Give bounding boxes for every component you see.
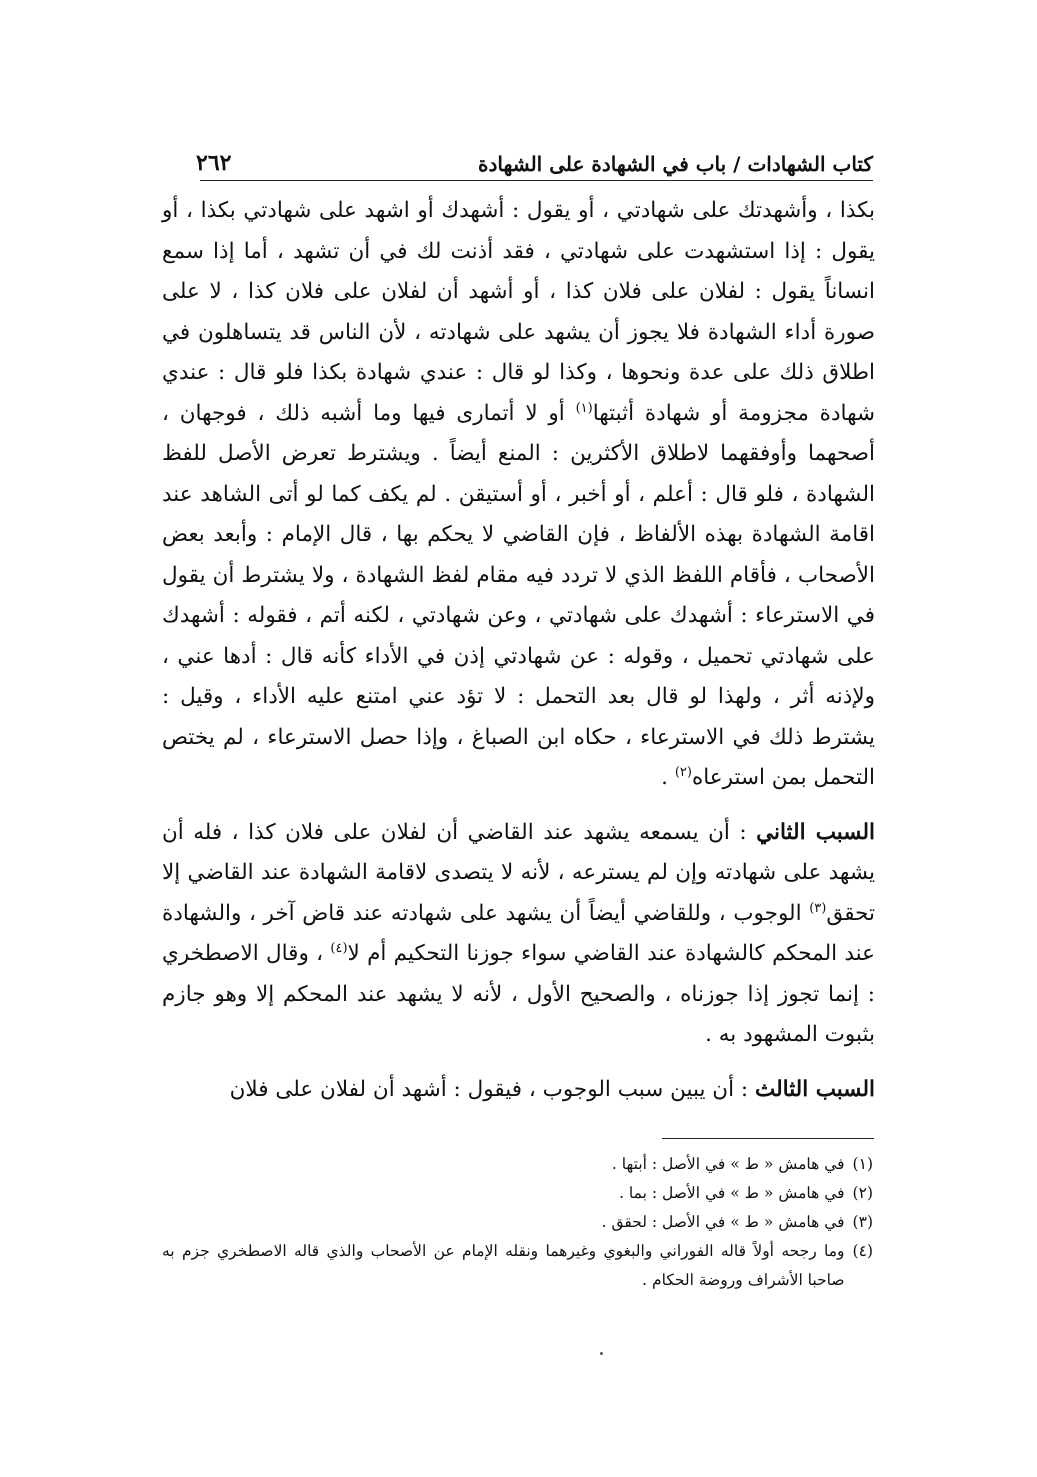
- paragraph-1-text-end: .: [661, 765, 675, 790]
- paragraph-3-text: : أن يبين سبب الوجوب ، فيقول : أشهد أن لفلان على فلان: [229, 1076, 755, 1102]
- footnote-text: وما رجحه أولاً قاله الفوراني والبغوي وغيرهما ونقله الإمام عن الأصحاب والذي قاله الاصطخري جزم به صاحبا الأشراف وروضة الحكام .: [162, 1242, 845, 1289]
- footnote-4: [162, 1237, 873, 1295]
- footnote-number: (٤): [852, 1242, 873, 1260]
- page-header: [196, 140, 873, 176]
- paragraph-1: [162, 191, 875, 799]
- paragraph-1-text-b: أو لا أتمارى فيها وما أشبه ذلك ، فوجهان ، أصحهما وأوفقهما لاطلاق الأكثرين : المنع أيضاً . ويشترط تعرض الأصل للفظ الشهادة ، فلو قال : أعلم ، أو أخبر ، أو أستيقن . لم يكف كما لو أتى الشاهد عند اقامة الشهادة بهذه الألفاظ ، فإن القاضي لا يحكم بها ، قال الإمام : وأبعد بعض الأصحاب ، فأقام اللفظ الذي لا تردد فيه مقام لفظ الشهادة ، ولا يشترط أن يقول في الاسترعاء : أشهدك على شهادتي ، وعن شهادتي ، لكنه أتم ، فقوله : أشهدك على شهادتي تحميل ، وقوله : عن شهادتي إذن في الأداء كأنه قال : أدها عني ، ولإذنه أثر ، ولهذا لو قال بعد التحمل : لا تؤد عني امتنع عليه الأداء ، وقيل : يشترط ذلك في الاسترعاء ، حكاه ابن الصباغ ، وإذا حصل الاسترعاء ، لم يختص التحمل بمن استرعاه: [162, 400, 875, 790]
- paragraph-3: [162, 1070, 875, 1111]
- footnote-3: [162, 1208, 873, 1237]
- header-divider: [200, 180, 873, 181]
- footnote-text: في هامش « ط » في الأصل : لحقق .: [601, 1213, 845, 1231]
- paragraph-2-text-a: : أن يسمعه يشهد عند القاضي أن لفلان على فلان كذا ، فله أن يشهد على شهادته وإن لم يسترعه ، لأنه لا يتصدى لاقامة الشهادة عند القاضي إلا تحقق: [162, 819, 875, 926]
- footnote-text: في هامش « ط » في الأصل : أبتها .: [611, 1155, 845, 1173]
- footnote-text: في هامش « ط » في الأصل : بما .: [619, 1184, 845, 1202]
- footnote-ref-4: (٤): [330, 940, 348, 956]
- scan-speck: [600, 1352, 603, 1355]
- footnote-number: (٣): [852, 1213, 873, 1231]
- footnote-ref-1: (١): [575, 400, 593, 416]
- section-heading-second-cause: السبب الثاني: [756, 819, 876, 845]
- footnote-number: (٢): [852, 1184, 873, 1202]
- footnotes: [162, 1150, 873, 1295]
- footnote-ref-3: (٣): [809, 900, 827, 916]
- footnote-ref-2: (٢): [674, 764, 692, 780]
- footnote-2: [162, 1179, 873, 1208]
- footnote-1: [162, 1150, 873, 1179]
- footnote-divider: [662, 1138, 874, 1139]
- main-text: [162, 191, 875, 1110]
- paragraph-1-text-a: بكذا ، وأشهدتك على شهادتي ، أو يقول : أشهدك أو اشهد على شهادتي بكذا ، أو يقول : إذا استشهدت على شهادتي ، فقد أذنت لك في أن تشهد ، أما إذا سمع انساناً يقول : لفلان على فلان كذا ، أو أشهد أن لفلان على فلان كذا ، لا على صورة أداء الشهادة فلا يجوز أن يشهد على شهادته ، لأن الناس قد يتساهلون في اطلاق ذلك على عدة ونحوها ، وكذا لو قال : عندي شهادة بكذا فلو قال : عندي شهادة مجزومة أو شهادة أثبتها: [162, 198, 875, 426]
- running-title: كتاب الشهادات / باب في الشهادة على الشهادة: [478, 152, 873, 176]
- section-heading-third-cause: السبب الثالث: [754, 1076, 875, 1102]
- paragraph-2: [162, 813, 875, 1056]
- footnote-number: (١): [852, 1155, 873, 1173]
- page-number: ٢٦٢: [196, 150, 232, 176]
- paragraph-2-text-b: الوجوب ، وللقاضي أيضاً أن يشهد على شهادته عند قاض آخر ، والشهادة عند المحكم كالشهادة عند القاضي سواء جوزنا التحكيم أم لا: [162, 900, 875, 966]
- paragraph-2-text-end: ، وقال الاصطخري : إنما تجوز إذا جوزناه ، والصحيح الأول ، لأنه لا يشهد عند المحكم إلا وهو جازم بثبوت المشهود به .: [162, 941, 875, 1047]
